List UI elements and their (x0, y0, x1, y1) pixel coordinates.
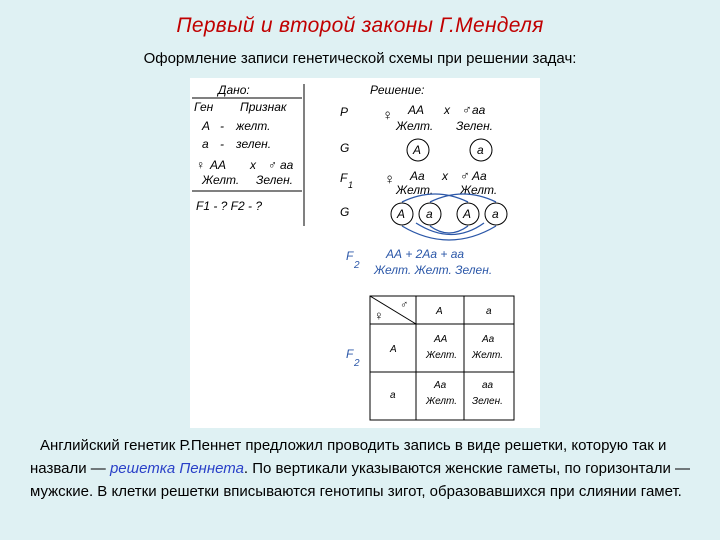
punnett-female-icon: ♀ (374, 308, 384, 323)
genetic-scheme-svg (190, 78, 540, 428)
p-cross-female: АА (408, 103, 425, 117)
punnett-term-highlight: решетка Пеннета (109, 460, 244, 477)
gen-header: Ген (194, 100, 214, 114)
paragraph-part-1: Английский генетик Р.Пеннет предложил проводить запись в виде решетки, которую так и назвали — (30, 437, 667, 477)
p-female-trait: Желт. (396, 119, 434, 133)
gene-row-2-gene: а (202, 137, 209, 151)
punnett-female-gamete-1: А (390, 344, 397, 355)
gene-row-2-trait: зелен. (236, 137, 272, 151)
dano-label: Дано: (218, 83, 250, 97)
slide-subtitle: Оформление записи генетической схемы при решении задач: (143, 50, 577, 67)
gene-row-1-trait: желт. (236, 119, 271, 133)
given-male-icon: ♂ (268, 158, 277, 172)
g2-gamete-3: А (463, 207, 472, 221)
p-cross-x: х (444, 103, 450, 117)
f2-traits: Желт. Желт. Зелен. (374, 263, 493, 277)
priznak-header: Признак (240, 100, 287, 114)
given-cross-x: х (250, 158, 256, 172)
description-paragraph (30, 434, 700, 503)
punnett-male-icon: ♂ (400, 299, 409, 311)
punnett-cell-1-2-trait: Желт. (472, 350, 504, 361)
punnett-male-gamete-2: а (486, 306, 492, 317)
punnett-cell-2-1-genotype: Аа (434, 380, 447, 391)
g2-gamete-4: а (492, 207, 499, 221)
punnett-cell-2-2-trait: Зелен. (472, 396, 503, 407)
g2-gamete-1: А (397, 207, 406, 221)
gene-row-1-gene: А (202, 119, 211, 133)
punnett-cell-2-2-genotype: аа (482, 380, 494, 391)
given-female-trait: Желт. (202, 173, 240, 187)
p-cross-male: аа (472, 103, 486, 117)
label-f2-punnett-sub: 2 (354, 358, 360, 369)
gene-row-1-dash: - (220, 119, 224, 133)
p-female-icon: ♀ (382, 107, 394, 124)
f1-male-icon: ♂ (460, 168, 470, 183)
g2-gamete-2: а (426, 207, 433, 221)
g1-gamete-2: а (477, 143, 484, 157)
punnett-cell-1-2-genotype: Аа (482, 334, 495, 345)
slide-title: Первый и второй законы Г.Менделя (176, 14, 544, 37)
f1-cross-female: Аа (410, 169, 425, 183)
punnett-cell-1-1-genotype: АА (434, 334, 448, 345)
given-cross-male: аа (280, 158, 294, 172)
question-text: F1 - ? F2 - ? (196, 199, 263, 213)
label-f2-punnett: F (346, 347, 354, 361)
label-g2: G (340, 205, 350, 219)
f1-male-trait: Желт. (460, 183, 498, 197)
label-f1-sub: 1 (348, 180, 354, 190)
given-male-trait: Зелен. (256, 173, 294, 187)
given-cross-female: АА (210, 158, 227, 172)
label-f2: F (346, 249, 354, 263)
given-female-icon: ♀ (196, 158, 205, 172)
f1-female-trait: Желт. (396, 183, 434, 197)
f1-cross-x: х (442, 169, 448, 183)
punnett-female-gamete-2: а (390, 390, 396, 401)
label-g1: G (340, 141, 350, 155)
f2-genotypes: АА + 2Аа + аа (386, 247, 465, 261)
label-f1: F (340, 171, 348, 185)
genetic-scheme-image (190, 78, 540, 428)
f1-female-icon: ♀ (384, 171, 396, 188)
reshenie-label: Решение: (370, 83, 425, 97)
p-male-icon: ♂ (462, 102, 472, 117)
g1-gamete-1: А (413, 143, 422, 157)
p-male-trait: Зелен. (456, 119, 494, 133)
f1-cross-male: Аа (472, 169, 487, 183)
label-f2-sub: 2 (354, 260, 360, 271)
punnett-square (370, 296, 514, 420)
label-p: Р (340, 105, 349, 119)
paragraph-part-2: . По вертикали указываются женские гаметы, по горизонтали — мужские. В клетки решетки вписываются генотипы зигот, образовавшихся при слиянии гамет. (30, 460, 691, 500)
punnett-cell-2-1-trait: Желт. (426, 396, 458, 407)
gene-row-2-dash: - (220, 137, 224, 151)
punnett-cell-1-1-trait: Желт. (426, 350, 458, 361)
punnett-male-gamete-1: А (436, 306, 443, 317)
